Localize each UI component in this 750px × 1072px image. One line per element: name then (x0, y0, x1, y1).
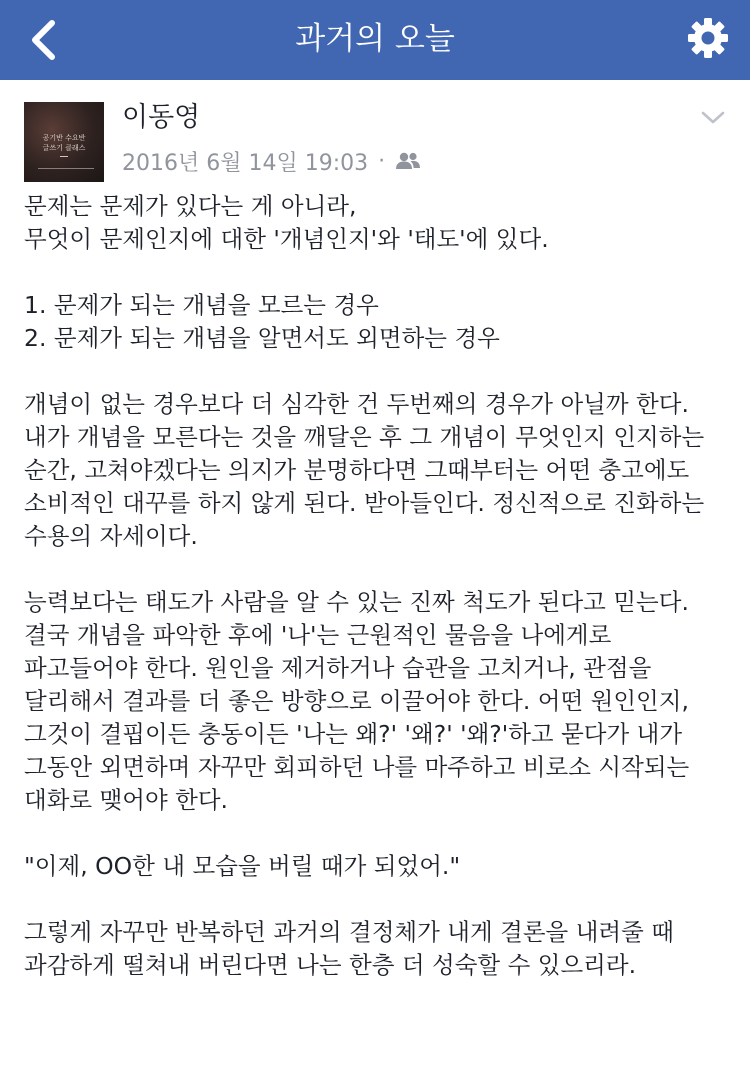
avatar-text-line2: 글쓰기 클래스 (42, 144, 86, 152)
avatar-divider (60, 156, 68, 157)
meta-separator: · (378, 148, 386, 174)
avatar[interactable] (24, 102, 104, 182)
chevron-down-icon[interactable] (700, 110, 726, 126)
post-card (0, 80, 750, 1072)
post-body (24, 190, 728, 982)
post-paragraph-3: 개념이 없는 경우보다 더 심각한 건 두번째의 경우가 아닐까 한다. 내가 개념을 모른다는 것을 깨달은 후 그 개념이 무엇인지 인지하는 순간, 고쳐야겠다는 의지가 분명하다면 그때부터는 어떤 충고에도 소비적인 대꾸를 하지 않게 된다. 받아들인다. 정신적으로 진화하는 수용의 자세이다. (24, 390, 712, 550)
settings-button[interactable] (686, 16, 730, 60)
avatar-fine-print (38, 168, 94, 169)
friends-icon[interactable] (395, 151, 421, 171)
navbar (0, 0, 750, 80)
post-paragraph-5: "이제, OO한 내 모습을 버릴 때가 되었어." (24, 852, 461, 880)
page-title: 과거의 오늘 (295, 21, 455, 57)
post-paragraph-2: 1. 문제가 되는 개념을 모르는 경우 2. 문제가 되는 개념을 알면서도 외면하는 경우 (24, 291, 500, 352)
post-paragraph-1: 문제는 문제가 있다는 게 아니라, 무엇이 문제인지에 대한 '개념인지'와 '태도'에 있다. (24, 192, 549, 253)
post-paragraph-4: 능력보다는 태도가 사람을 알 수 있는 진짜 척도가 된다고 믿는다. 결국 개념을 파악한 후에 '나'는 근원적인 물음을 나에게로 파고들어야 한다. 원인을 제거하거나 습관을 고치거나, 관점을 달리해서 결과를 더 좋은 방향으로 이끌어야 한다. 어떤 원인인지, 그것이 결핍이든 충동이든 '나는 왜?' '왜?' '왜?'하고 묻다가 내가 그동안 외면하며 자꾸만 회피하던 나를 마주하고 비로소 시작되는 대화로 맺어야 한다. (24, 588, 697, 814)
post-timestamp[interactable]: 2016년 6월 14일 19:03 (122, 150, 369, 176)
post-meta (122, 146, 421, 176)
author-name[interactable]: 이동영 (122, 102, 201, 133)
post-paragraph-6: 그렇게 자꾸만 반복하던 과거의 결정체가 내게 결론을 내려줄 때 과감하게 떨쳐내 버린다면 나는 한층 더 성숙할 수 있으리라. (24, 918, 682, 979)
avatar-text-line1: 공기반 수요반 (42, 134, 86, 142)
gear-icon (686, 16, 730, 60)
